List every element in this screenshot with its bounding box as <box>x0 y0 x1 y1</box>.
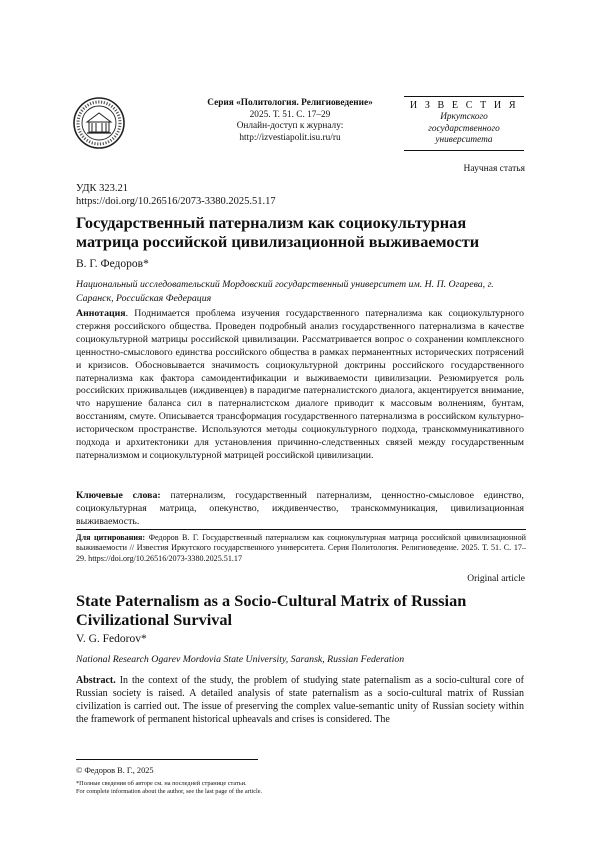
abstract-en <box>76 675 524 727</box>
series-title: Серия «Политология. Религиоведение» <box>190 98 390 110</box>
university-seal-icon <box>72 96 126 150</box>
journal-logo-block <box>404 96 524 151</box>
journal-header-info <box>190 98 390 144</box>
article-type-ru: Научная статья <box>464 164 525 174</box>
affiliation-ru: Национальный исследовательский Мордовский государственный университет им. Н. П. Огарева, г. Саранск, Российская Федерация <box>76 278 526 305</box>
abstract-ru-label: Аннотация <box>76 308 126 319</box>
author-footnote <box>76 780 526 796</box>
journal-sub-3: университета <box>404 135 524 147</box>
journal-url[interactable]: http://izvestiapolit.isu.ru/ru <box>190 133 390 145</box>
author-en: V. G. Fedorov* <box>76 633 147 645</box>
journal-sub-2: государственного <box>404 124 524 136</box>
journal-sub-1: Иркутского <box>404 112 524 124</box>
title-ru: Государственный патернализм как социокультурная матрица российской цивилизационной выживаемости <box>76 213 526 251</box>
keywords-ru-label: Ключевые слова: <box>76 490 161 501</box>
affiliation-en: National Research Ogarev Mordovia State University, Saransk, Russian Federation <box>76 654 404 665</box>
online-access-label: Онлайн-доступ к журналу: <box>190 121 390 133</box>
keywords-ru-text: патернализм, государственный патернализм, ценностно-смысловое единство, социокультурная матрица, опекунство, иждивенчество, транскоммуникация, цивилизационная выживаемость. <box>76 490 524 527</box>
journal-name: И З В Е С Т И Я <box>404 100 524 111</box>
volume-info: 2025. Т. 51. С. 17–29 <box>190 110 390 122</box>
footnote-divider <box>76 759 258 760</box>
citation-text: Федоров В. Г. Государственный патернализм как социокультурная матрица российской цивилизационной выживаемости // Известия Иркутского государственного университета. Серия Политология. Религиоведение. 2025. Т. 51. С. 17–29. https://doi.org/10.26516/2073-3380.2025.51.17 <box>76 533 526 563</box>
article-type-en: Original article <box>467 574 525 584</box>
title-en: State Paternalism as a Socio-Cultural Matrix of Russian Civilizational Survival <box>76 591 526 629</box>
abstract-en-text: In the context of the study, the problem of studying state paternalism as a socio-cultural core of Russian society is raised. A detailed analysis of state paternalism as a socio-cultural matrix of Russian civilization is carried out. The issue of preserving the complex value-semantic unity of Russian society within the framework of permanent historical upheavals and crises is considered. The <box>76 675 524 725</box>
footnote-en: For complete information about the author, see the last page of the article. <box>76 788 526 796</box>
author-ru: В. Г. Федоров* <box>76 258 149 270</box>
citation-label: Для цитирования: <box>76 533 145 542</box>
abstract-ru-text: Поднимается проблема изучения государственного патернализма как социокультурного стержня российского общества. Проведен подробный анализ государственного патернализма в качестве социокультурной матрицы российской цивилизации. Рассматривается вопрос о сохранении комплексного ценностно-смыслового единства российского общества в рамках перманентных исторических потрясений и кризисов. Обосновывается значимость социокультурной доктрины российского государственного патернализма как фактора самоидентификации и выживаемости цивилизации. Резюмируется роль российских приживальцев (иждивенцев) в парадигме патерналистского диалога, акцентируется внимание, что нарушение баланса сил в патерналистском диалоге приводит к массовым волнениям, бунтам, восстаниям, смуте. Описывается трансформация государственного патернализма в российском культурно-историческом пространстве. Используются методы социокультурного подхода, транскоммуникативного подхода и архитектоники для установления причинно-следственных связей между государственным патернализмом и социокультурной матрицей российской цивилизации. <box>76 308 524 461</box>
abstract-ru: Аннотация. Поднимается проблема изучения государственного патернализма как социокультурного стержня российского общества. Проведен подробный анализ государственного патернализма в качестве социокультурной матрицы российской цивилизации. Рассматривается вопрос о сохранении комплексного ценностно-смыслового единства российского общества в рамках перманентных исторических потрясений и кризисов. Обосновывается значимость социокультурной доктрины российского государственного патернализма как фактора самоидентификации и выживаемости цивилизации. Резюмируется роль российских приживальцев (иждивенцев) в парадигме патерналистского диалога, акцентируется внимание, что нарушение баланса сил в патерналистском диалоге приводит к массовым волнениям, бунтам, восстаниям, смуте. Описывается трансформация государственного патернализма в российском культурно-историческом пространстве. Используются методы социокультурного подхода, транскоммуникативного подхода и архитектоники для установления причинно-следственных связей между государственным патернализмом и социокультурной матрицей российской цивилизации. <box>76 308 524 463</box>
abstract-en-label: Abstract. <box>76 675 116 686</box>
copyright: © Федоров В. Г., 2025 <box>76 766 154 775</box>
doi-link[interactable]: https://doi.org/10.26516/2073-3380.2025.51.17 <box>76 196 276 209</box>
citation-block <box>76 529 526 564</box>
udk-doi-block <box>76 183 276 208</box>
keywords-ru <box>76 490 524 529</box>
footnote-ru: *Полные сведения об авторе см. на последней странице статьи. <box>76 780 526 788</box>
udk-code: УДК 323.21 <box>76 183 276 196</box>
